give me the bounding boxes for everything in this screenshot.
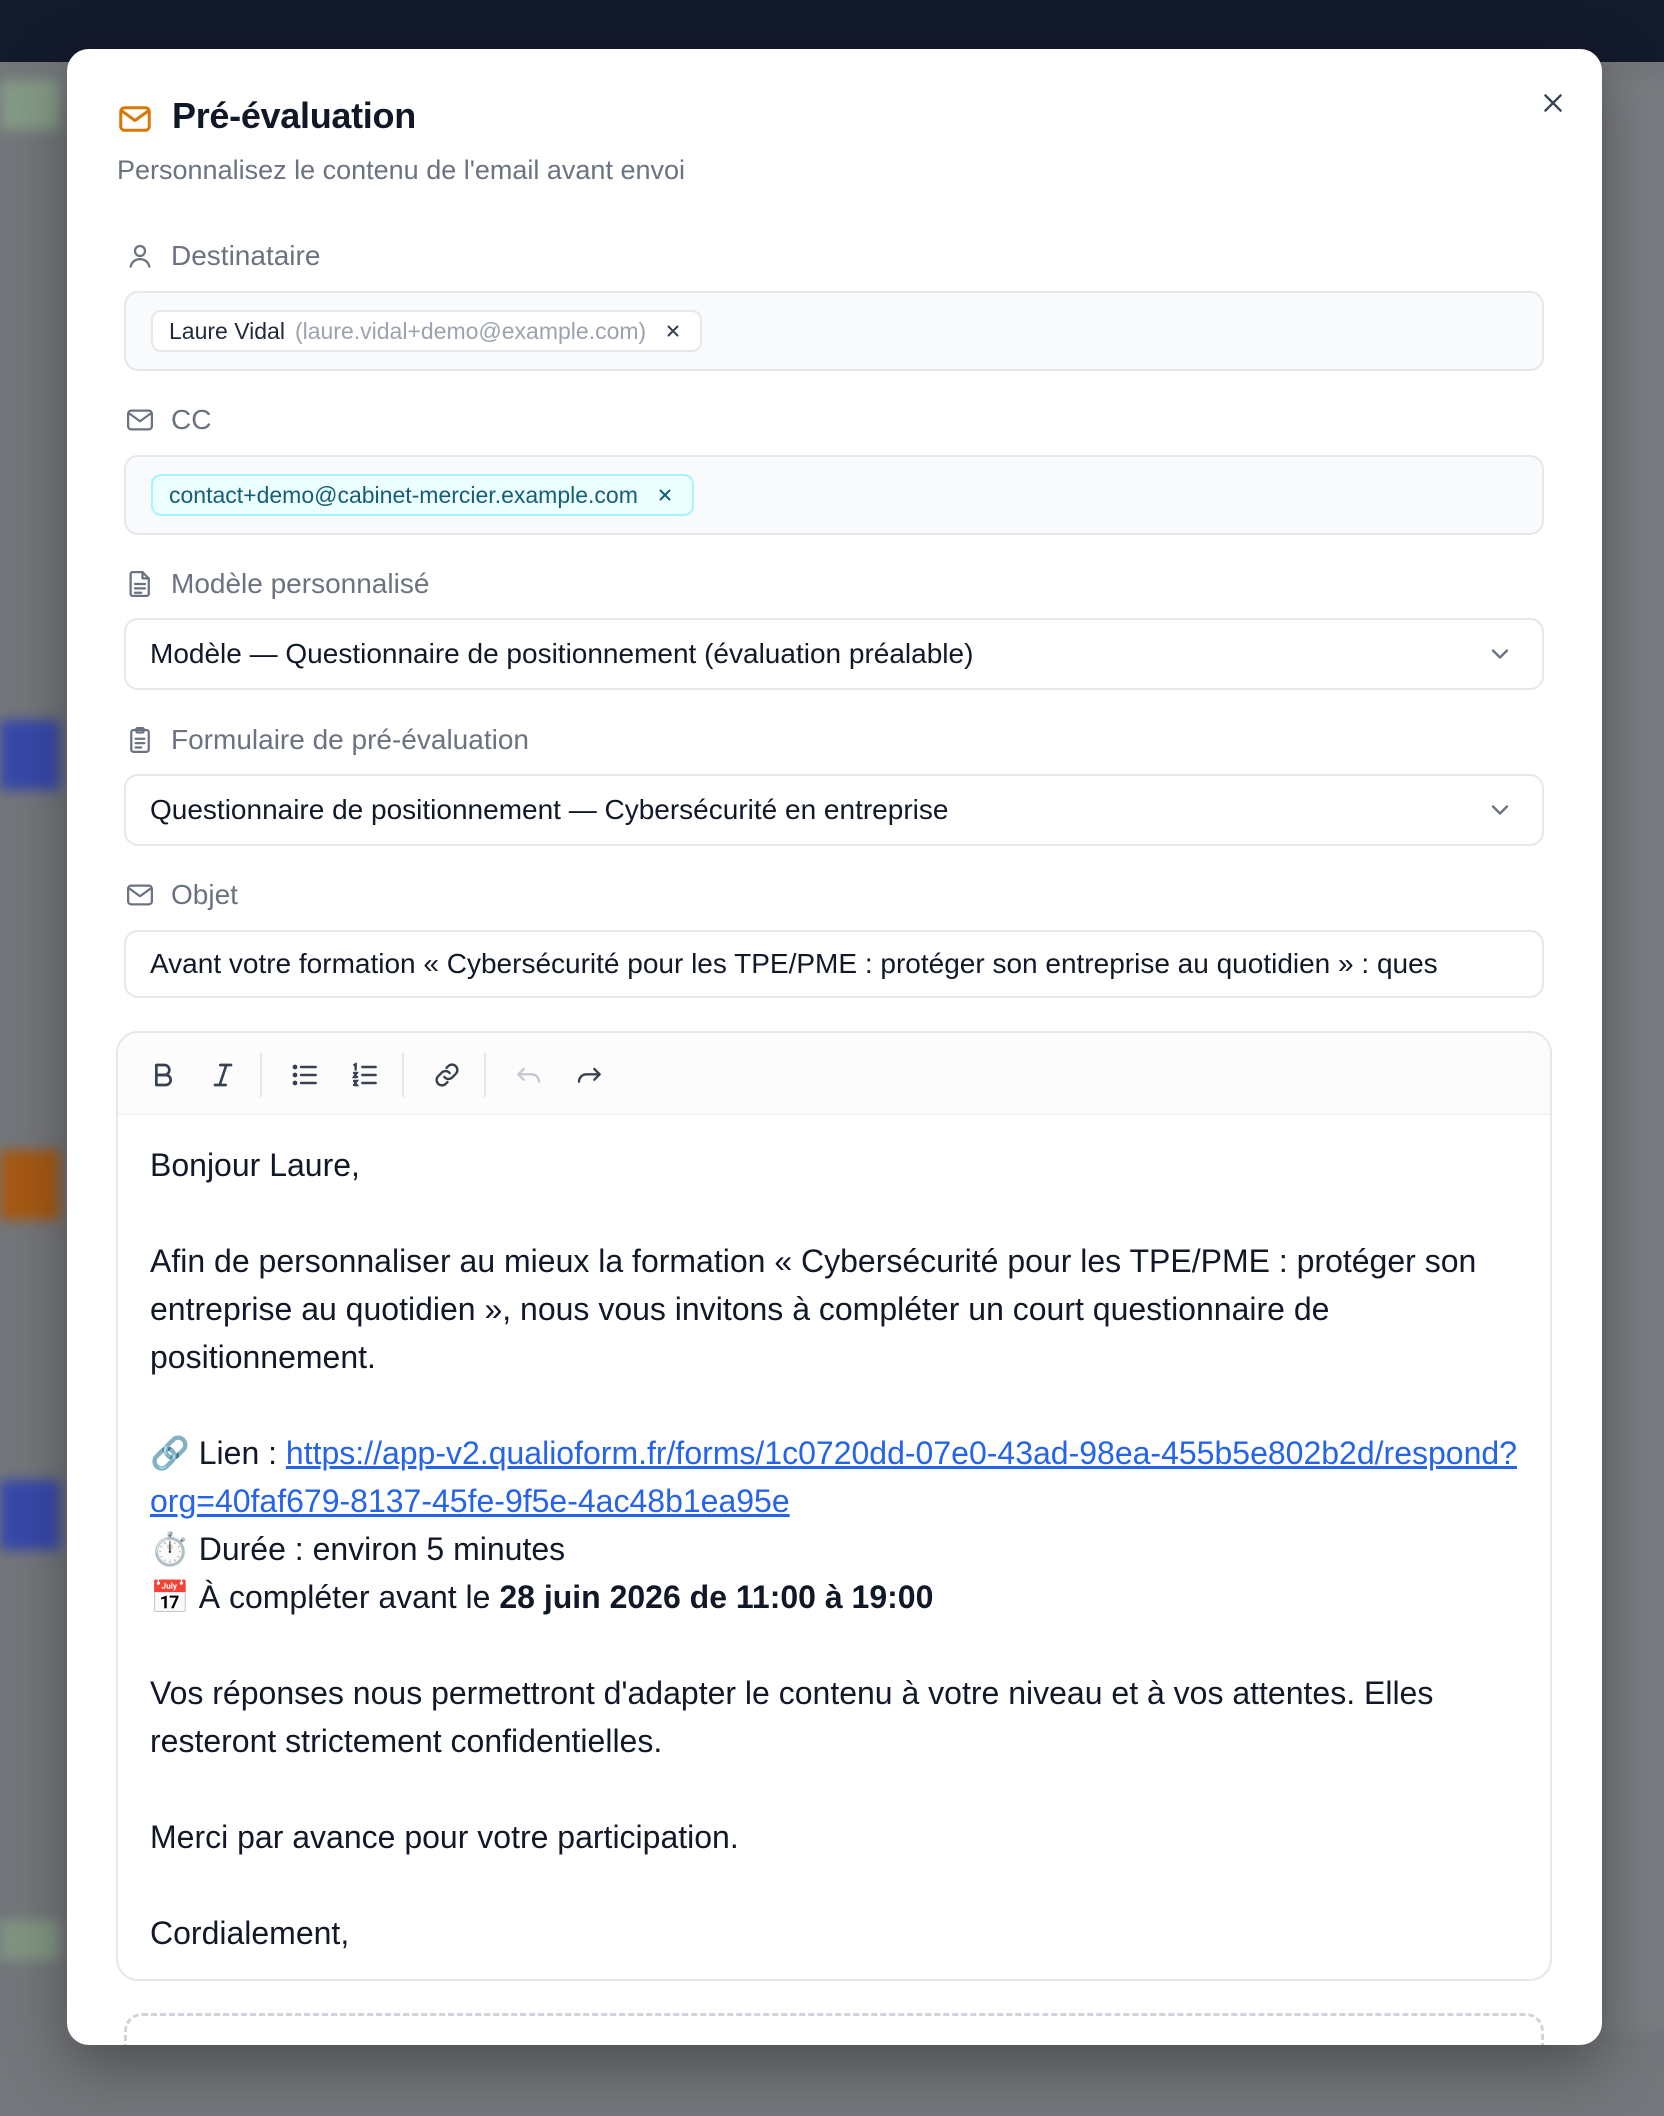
body-link-line [150, 1429, 1530, 1525]
close-button[interactable] [1533, 83, 1573, 123]
bullet-list-icon [289, 1059, 321, 1091]
recipient-label-text: Destinataire [171, 240, 321, 271]
template-label [125, 568, 429, 600]
cc-field[interactable] [124, 455, 1544, 535]
body-thanks: Merci par avance pour votre participation. [150, 1819, 739, 1855]
form-select[interactable] [124, 774, 1544, 846]
user-icon [125, 241, 155, 271]
toolbar-divider [260, 1053, 262, 1097]
template-select[interactable] [124, 618, 1544, 690]
mail-icon [125, 880, 155, 910]
subject-input[interactable] [124, 930, 1544, 998]
cc-label-text: CC [171, 404, 212, 435]
recipient-label [125, 240, 320, 272]
editor-toolbar [118, 1033, 1550, 1115]
body-closing: Cordialement, [150, 1915, 350, 1951]
mail-icon [125, 405, 155, 435]
body-greeting: Bonjour Laure, [150, 1147, 360, 1183]
form-select-value: Questionnaire de positionnement — Cybersécurité en entreprise [150, 794, 949, 825]
close-icon [656, 486, 674, 504]
body-deadline-prefix: À compléter avant le [198, 1579, 491, 1615]
recipient-chip [151, 310, 702, 352]
undo-icon [513, 1059, 545, 1091]
template-select-value: Modèle — Questionnaire de positionnement (évaluation préalable) [150, 638, 974, 669]
questionnaire-link[interactable]: https://app-v2.qualioform.fr/forms/1c0720dd-07e0-43ad-98ea-455b5e802b2d/respond?org=40faf679-8137-45fe-9f5e-4ac48b1ea95e [150, 1435, 1517, 1519]
remove-cc-button[interactable] [654, 484, 676, 506]
recipient-field[interactable] [124, 291, 1544, 371]
subject-label [125, 879, 238, 911]
form-label-text: Formulaire de pré-évaluation [171, 724, 529, 755]
body-responses: Vos réponses nous permettront d'adapter le contenu à votre niveau et à vos attentes. Elles resteront strictement confidentielles. [150, 1675, 1434, 1759]
ordered-list-button[interactable] [345, 1055, 385, 1095]
form-label [125, 724, 529, 756]
recipient-chip-email: (laure.vidal+demo@example.com) [294, 317, 647, 344]
close-icon [1540, 90, 1566, 116]
link-emoji: 🔗 [150, 1435, 190, 1471]
body-deadline-line [150, 1573, 1530, 1621]
attachment-dropzone[interactable] [124, 2013, 1544, 2045]
toolbar-divider [484, 1053, 486, 1097]
redo-button[interactable] [569, 1055, 609, 1095]
body-deadline-date: 28 juin 2026 de 11:00 à 19:00 [499, 1579, 934, 1615]
close-icon [664, 322, 682, 340]
italic-icon [207, 1059, 239, 1091]
chevron-down-icon [1486, 796, 1514, 824]
cc-label [125, 404, 211, 436]
document-icon [125, 569, 155, 599]
cc-chip [151, 474, 694, 516]
subject-label-text: Objet [171, 879, 238, 910]
undo-button[interactable] [509, 1055, 549, 1095]
subject-input-value: Avant votre formation « Cybersécurité pour les TPE/PME : protéger son entreprise au quotidien » : ques [150, 948, 1438, 979]
body-link-label: Lien : [198, 1435, 278, 1471]
remove-recipient-button[interactable] [662, 320, 684, 342]
editor-content[interactable] [150, 1141, 1530, 1957]
link-button[interactable] [427, 1055, 467, 1095]
italic-button[interactable] [203, 1055, 243, 1095]
pre-evaluation-modal [67, 49, 1602, 2045]
body-intro: Afin de personnaliser au mieux la formation « Cybersécurité pour les TPE/PME : protéger son entreprise au quotidien », nous vous invitons à compléter un court questionnaire de positionnement. [150, 1243, 1477, 1375]
duration-emoji: ⏱️ [150, 1531, 190, 1567]
template-label-text: Modèle personnalisé [171, 568, 430, 599]
deadline-emoji: 📅 [150, 1579, 190, 1615]
recipient-chip-name: Laure Vidal [169, 317, 285, 344]
chevron-down-icon [1486, 640, 1514, 668]
toolbar-divider [402, 1053, 404, 1097]
bullet-list-button[interactable] [285, 1055, 325, 1095]
modal-subtitle: Personnalisez le contenu de l'email avant envoi [117, 155, 686, 185]
body-duration-line [150, 1525, 1530, 1573]
body-duration: Durée : environ 5 minutes [198, 1531, 566, 1567]
email-body-editor [116, 1031, 1552, 1981]
clipboard-icon [125, 725, 155, 755]
ordered-list-icon [349, 1059, 381, 1091]
bold-icon [147, 1059, 179, 1091]
cc-chip-email: contact+demo@cabinet-mercier.example.com [169, 481, 638, 508]
link-icon [431, 1059, 463, 1091]
redo-icon [573, 1059, 605, 1091]
modal-title: Pré-évaluation [172, 95, 416, 136]
bold-button[interactable] [143, 1055, 183, 1095]
mail-icon [117, 101, 153, 137]
